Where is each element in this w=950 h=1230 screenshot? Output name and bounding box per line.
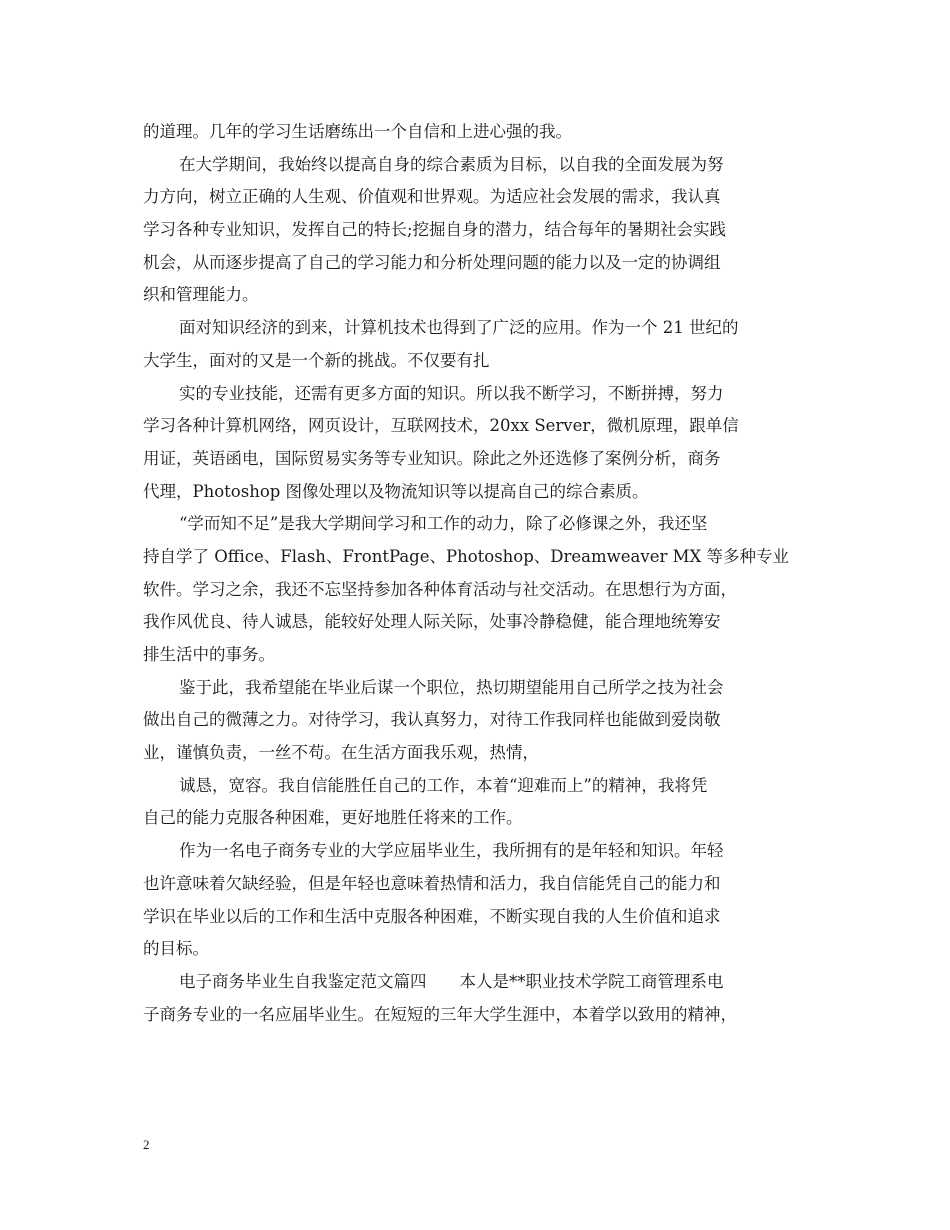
text-line: 作为一名电子商务专业的大学应届毕业生，我所拥有的是年轻和知识。年轻 [179, 841, 724, 861]
text-line: 学识在毕业以后的工作和生活中克服各种困难，不断实现自我的人生价值和追求 [143, 906, 721, 926]
text-line: 自己的能力克服各种困难，更好地胜任将来的工作。 [143, 808, 523, 828]
text-line: 学习各种专业知识，发挥自己的特长;挖掘自身的潜力，结合每年的暑期社会实践 [143, 220, 727, 240]
text-line: 机会，从而逐步提高了自己的学习能力和分析处理问题的能力以及一定的协调组 [143, 252, 721, 272]
text-line: 持自学了 Office、Flash、FrontPage、Photoshop、Dreamweaver MX 等多种专业 [143, 546, 789, 566]
text-line: 鉴于此，我希望能在毕业后谋一个职位，热切期望能用自己所学之技为社会 [179, 677, 724, 697]
text-line: 面对知识经济的到来，计算机技术也得到了广泛的应用。作为一个 21 世纪的 [179, 318, 739, 338]
text-line: “学而知不足”是我大学期间学习和工作的动力，除了必修课之外，我还坚 [179, 514, 708, 534]
text-line: 也许意味着欠缺经验，但是年轻也意味着热情和活力，我自信能凭自己的能力和 [143, 873, 721, 893]
text-line: 代理，Photoshop 图像处理以及物流知识等以提高自己的综合素质。 [143, 481, 649, 501]
text-line: 用证，英语函电，国际贸易实务等专业知识。除此之外还选修了案例分析，商务 [143, 448, 721, 468]
page-number: 2 [143, 1137, 150, 1152]
text-line: 我作风优良、待人诚恳，能较好处理人际关际，处事冷静稳健，能合理地统筹安 [143, 612, 721, 632]
text-line: 子商务专业的一名应届毕业生。在短短的三年大学生涯中，本着学以致用的精神， [143, 1004, 737, 1024]
text-line: 在大学期间，我始终以提高自身的综合素质为目标，以自我的全面发展为努 [179, 154, 724, 174]
text-line: 织和管理能力。 [143, 285, 259, 305]
text-line: 电子商务毕业生自我鉴定范文篇四 本人是**职业技术学院工商管理系电 [179, 971, 724, 991]
text-line: 实的专业技能，还需有更多方面的知识。所以我不断学习，不断拼搏，努力 [179, 383, 724, 403]
text-line: 排生活中的事务。 [143, 645, 275, 664]
text-line: 的目标。 [143, 939, 209, 959]
text-line: 业，谨慎负责，一丝不苟。在生活方面我乐观，热情， [143, 743, 539, 763]
text-line: 力方向，树立正确的人生观、价值观和世界观。为适应社会发展的需求，我认真 [143, 187, 721, 207]
text-line: 软件。学习之余，我还不忘坚持参加各种体育活动与社交活动。在思想行为方面， [143, 579, 737, 599]
text-line: 做出自己的微薄之力。对待学习，我认真努力，对待工作我同样也能做到爱岗敬 [143, 710, 721, 730]
text-line: 的道理。几年的学习生话磨练出一个自信和上进心强的我。 [143, 122, 572, 141]
text-line: 诚恳，宽容。我自信能胜任自己的工作，本着“迎难而上”的精神，我将凭 [179, 775, 708, 795]
text-line: 学习各种计算机网络，网页设计，互联网技术，20xx Server，微机原理，跟单信 [143, 416, 739, 436]
document-body [143, 116, 813, 1031]
text-line: 大学生，面对的又是一个新的挑战。不仅要有扎 [143, 350, 490, 370]
